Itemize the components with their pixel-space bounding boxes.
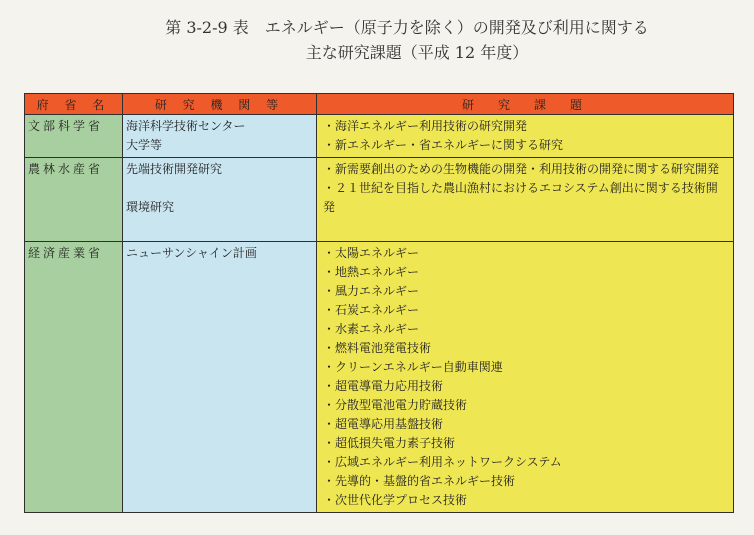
header-topic: 研 究 課 題 bbox=[317, 94, 734, 115]
ministry-name: 農林水産省 bbox=[28, 162, 104, 176]
institution-item: 環境研究 bbox=[126, 200, 175, 214]
topic-cell bbox=[317, 242, 734, 513]
institution-item: 先端技術開発研究 bbox=[126, 162, 223, 176]
topic-item: ・先導的・基盤的省エネルギー技術 bbox=[323, 474, 516, 488]
topic-item: ・２１世紀を目指した農山漁村におけるエコシステム創出に関する技術開発 bbox=[323, 181, 718, 214]
topic-item: ・分散型電池電力貯蔵技術 bbox=[323, 398, 468, 412]
topic-item: ・水素エネルギー bbox=[323, 322, 420, 336]
institution-item: ニューサンシャイン計画 bbox=[126, 246, 257, 260]
topic-item: ・地熱エネルギー bbox=[323, 265, 420, 279]
topic-cell bbox=[317, 115, 734, 158]
topic-item: ・燃料電池発電技術 bbox=[323, 341, 432, 355]
header-ministry: 府 省 名 bbox=[25, 94, 123, 115]
research-topics-table bbox=[24, 93, 734, 513]
table-title-line-2: 主な研究課題（平成 12 年度） bbox=[305, 43, 529, 62]
topic-item: ・広域エネルギー利用ネットワークシステム bbox=[323, 455, 562, 469]
ministry-cell bbox=[25, 158, 123, 242]
topic-item: ・石炭エネルギー bbox=[323, 303, 420, 317]
ministry-name: 文部科学省 bbox=[28, 119, 104, 133]
topic-item: ・風力エネルギー bbox=[323, 284, 420, 298]
topic-item: ・新エネルギー・省エネルギーに関する研究 bbox=[323, 138, 564, 152]
ministry-name: 経済産業省 bbox=[28, 246, 104, 260]
topic-item: ・クリーンエネルギー自動車関連 bbox=[323, 360, 503, 374]
ministry-cell bbox=[25, 242, 123, 513]
table-title-line-1: 第 3-2-9 表 エネルギー（原子力を除く）の開発及び利用に関する bbox=[165, 18, 649, 37]
institution-cell bbox=[123, 242, 317, 513]
institution-cell bbox=[123, 158, 317, 242]
topic-item: ・超電導応用基盤技術 bbox=[323, 417, 444, 431]
topic-item: ・海洋エネルギー利用技術の研究開発 bbox=[323, 119, 528, 133]
table-row bbox=[25, 115, 734, 158]
table-header-row bbox=[25, 94, 734, 115]
topic-item: ・次世代化学プロセス技術 bbox=[323, 493, 468, 507]
institution-item: 大学等 bbox=[126, 138, 163, 152]
institution-cell bbox=[123, 115, 317, 158]
topic-item: ・超低損失電力素子技術 bbox=[323, 436, 456, 450]
topic-cell bbox=[317, 158, 734, 242]
ministry-cell bbox=[25, 115, 123, 158]
table-row bbox=[25, 158, 734, 242]
topic-item: ・超電導電力応用技術 bbox=[323, 379, 444, 393]
table-row bbox=[25, 242, 734, 513]
topic-item: ・新需要創出のための生物機能の開発・利用技術の開発に関する研究開発 bbox=[323, 162, 720, 176]
topic-item: ・太陽エネルギー bbox=[323, 246, 420, 260]
institution-item: 海洋科学技術センター bbox=[126, 119, 246, 133]
header-institution: 研 究 機 関 等 bbox=[123, 94, 317, 115]
